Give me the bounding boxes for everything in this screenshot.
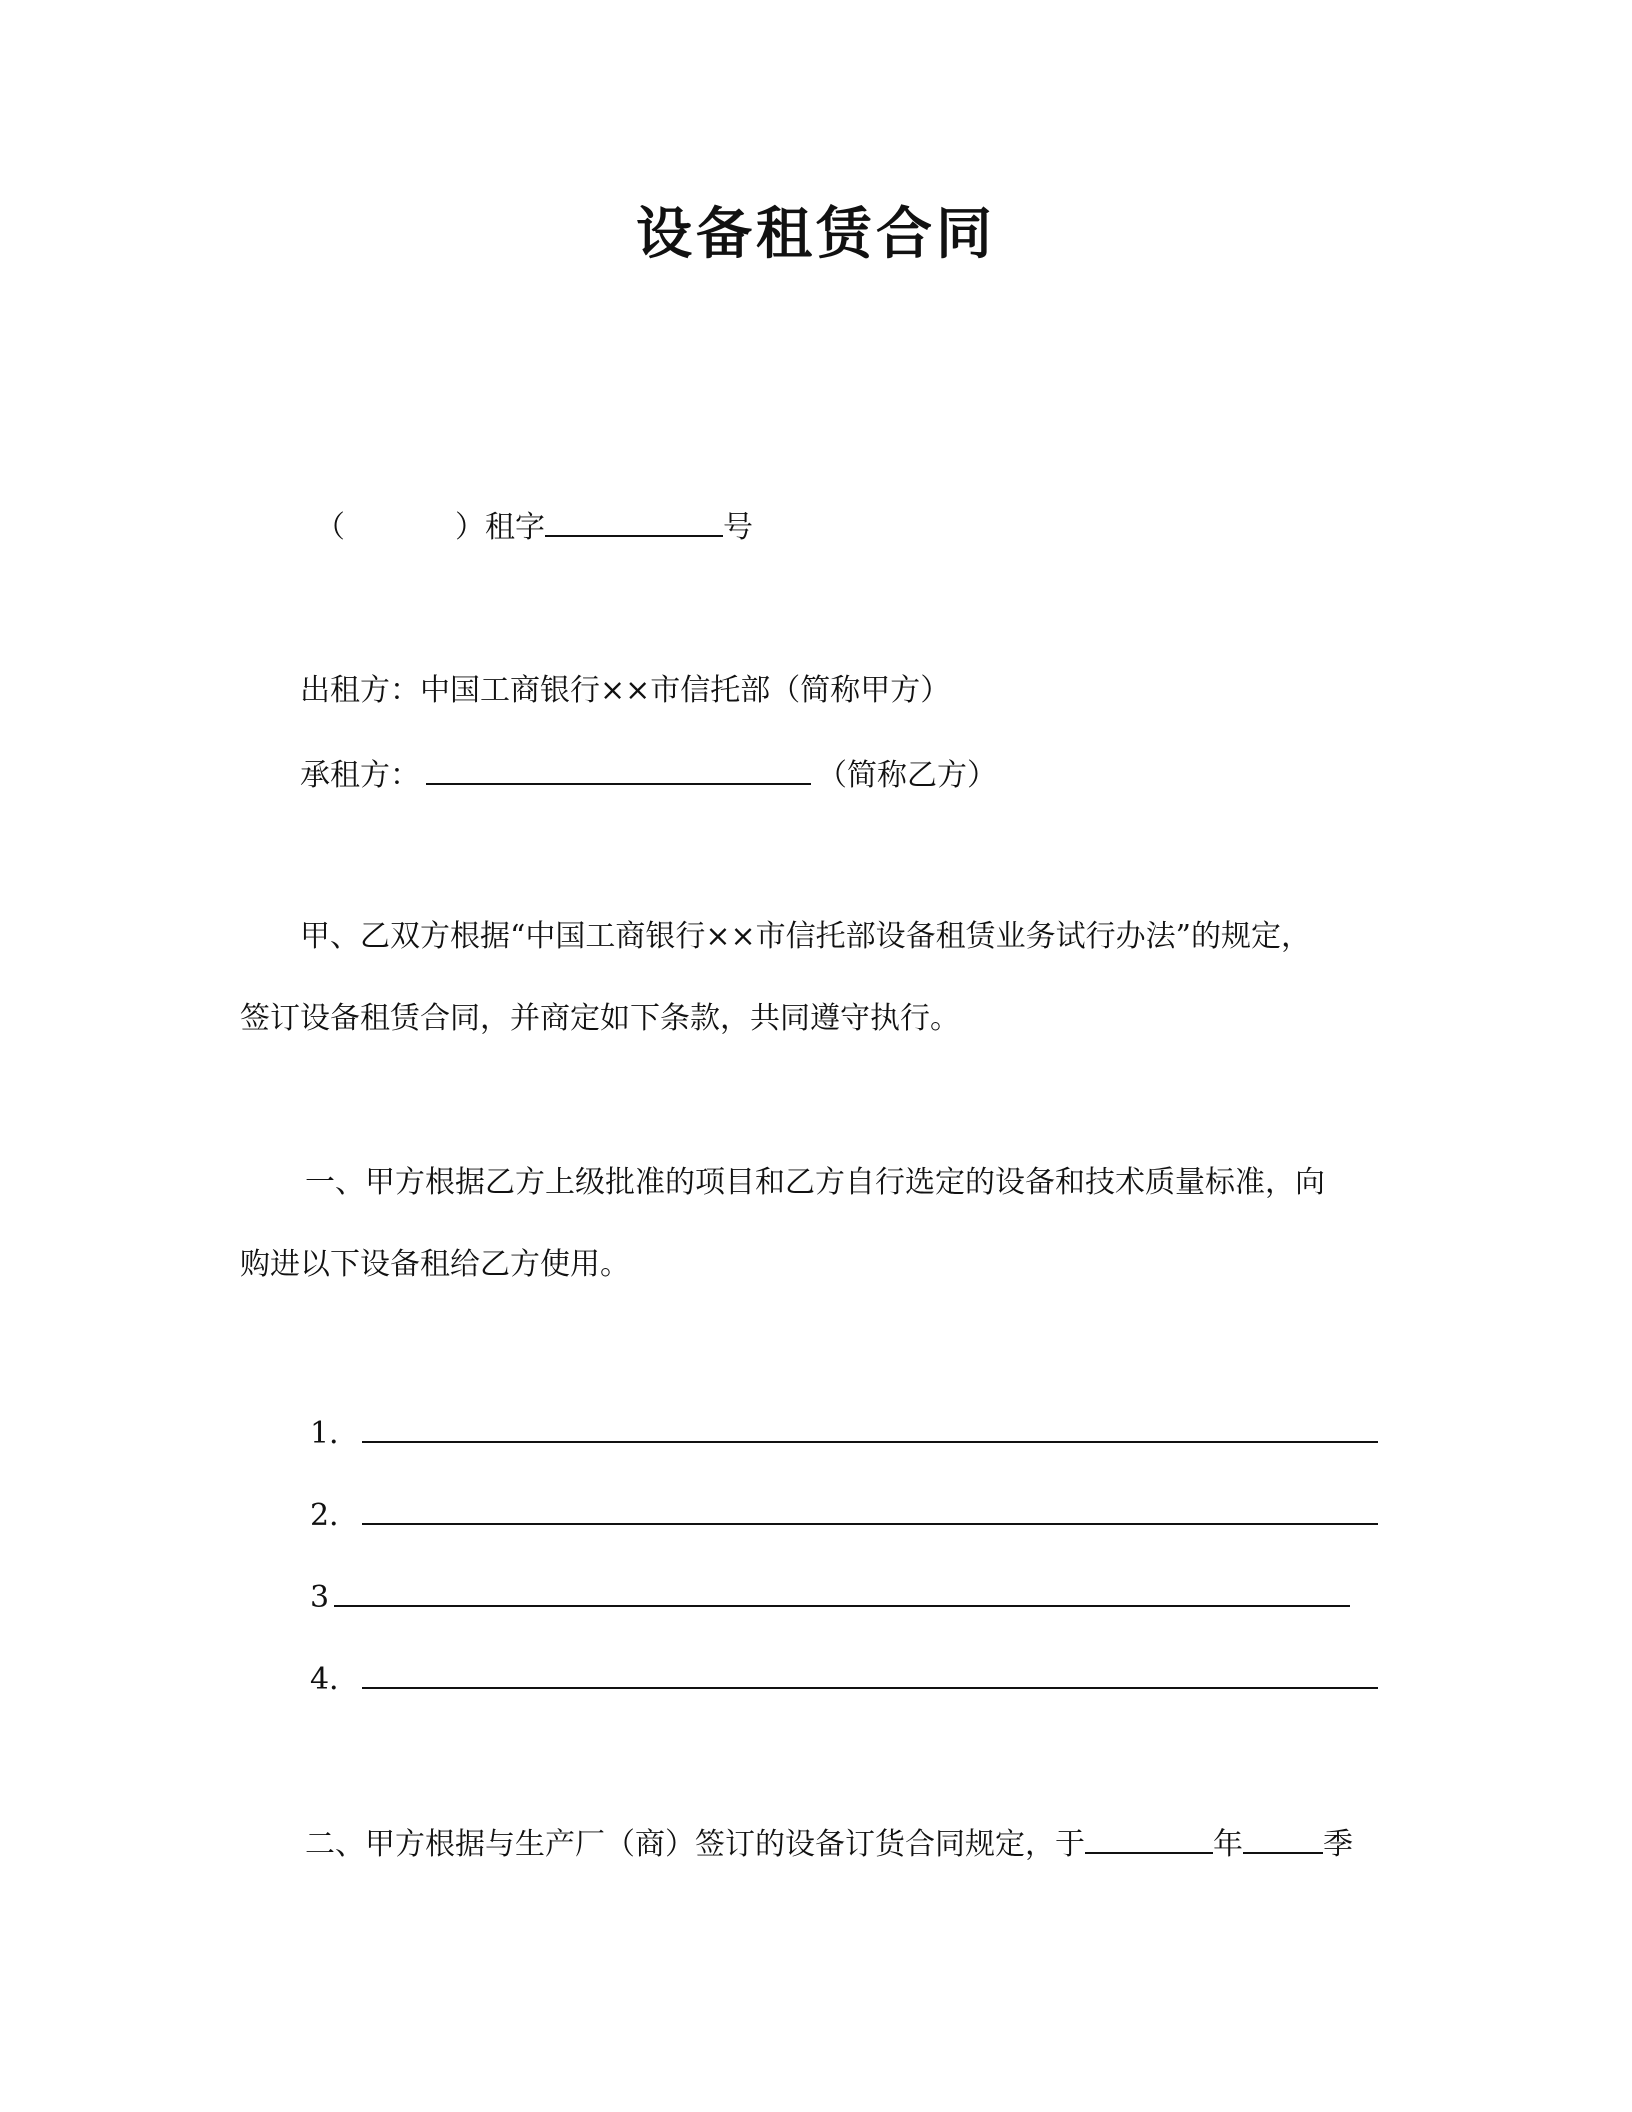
clause-2-season-label: 季 [1323, 1827, 1353, 1862]
equipment-item-blank[interactable] [362, 1493, 1378, 1525]
clause-2-year-blank[interactable] [1085, 1822, 1213, 1854]
equipment-item-blank[interactable] [362, 1411, 1378, 1443]
clause-2-season-blank[interactable] [1243, 1822, 1323, 1854]
equipment-item-3 [310, 1575, 1350, 1618]
lessee-blank[interactable] [426, 753, 811, 785]
clause-2-year-label: 年 [1213, 1827, 1243, 1862]
lessee-label: 承租方： [300, 758, 420, 793]
contract-number-suffix: 号 [723, 510, 753, 545]
equipment-item-4 [310, 1657, 1378, 1700]
clause-2-prefix: 二、甲方根据与生产厂（商）签订的设备订货合同规定，于 [305, 1827, 1085, 1862]
clause-1-line-1: 一、甲方根据乙方上级批准的项目和乙方自行选定的设备和技术质量标准，向 [305, 1165, 1325, 1200]
equipment-item-blank[interactable] [362, 1657, 1378, 1689]
equipment-item-number: 1． [310, 1416, 360, 1451]
clause-1-line-2: 购进以下设备租给乙方使用。 [240, 1247, 630, 1282]
equipment-item-1 [310, 1411, 1378, 1454]
clause-2-line-1 [305, 1822, 1353, 1865]
preamble-line-2: 签订设备租赁合同，并商定如下条款，共同遵守执行。 [240, 1001, 960, 1036]
lessee-line [300, 753, 997, 796]
contract-number-line [315, 505, 753, 548]
equipment-item-number: 4． [310, 1662, 360, 1697]
preamble-line-1: 甲、乙双方根据“中国工商银行××市信托部设备租赁业务试行办法”的规定， [300, 919, 1311, 954]
lessor-label: 出租方： [300, 673, 420, 708]
equipment-item-number: 2． [310, 1498, 360, 1533]
equipment-item-blank[interactable] [334, 1575, 1350, 1607]
page-title: 设备租赁合同 [636, 202, 996, 267]
lessor-value: 中国工商银行××市信托部（简称甲方） [420, 673, 951, 708]
contract-number-open-paren: （ [315, 510, 345, 545]
contract-number-prefix: ）租字 [455, 510, 545, 545]
equipment-item-number: 3 [310, 1580, 330, 1615]
contract-number-blank[interactable] [545, 505, 723, 537]
lessor-line [300, 671, 950, 711]
equipment-item-2 [310, 1493, 1378, 1536]
lessee-suffix: （简称乙方） [817, 758, 997, 793]
